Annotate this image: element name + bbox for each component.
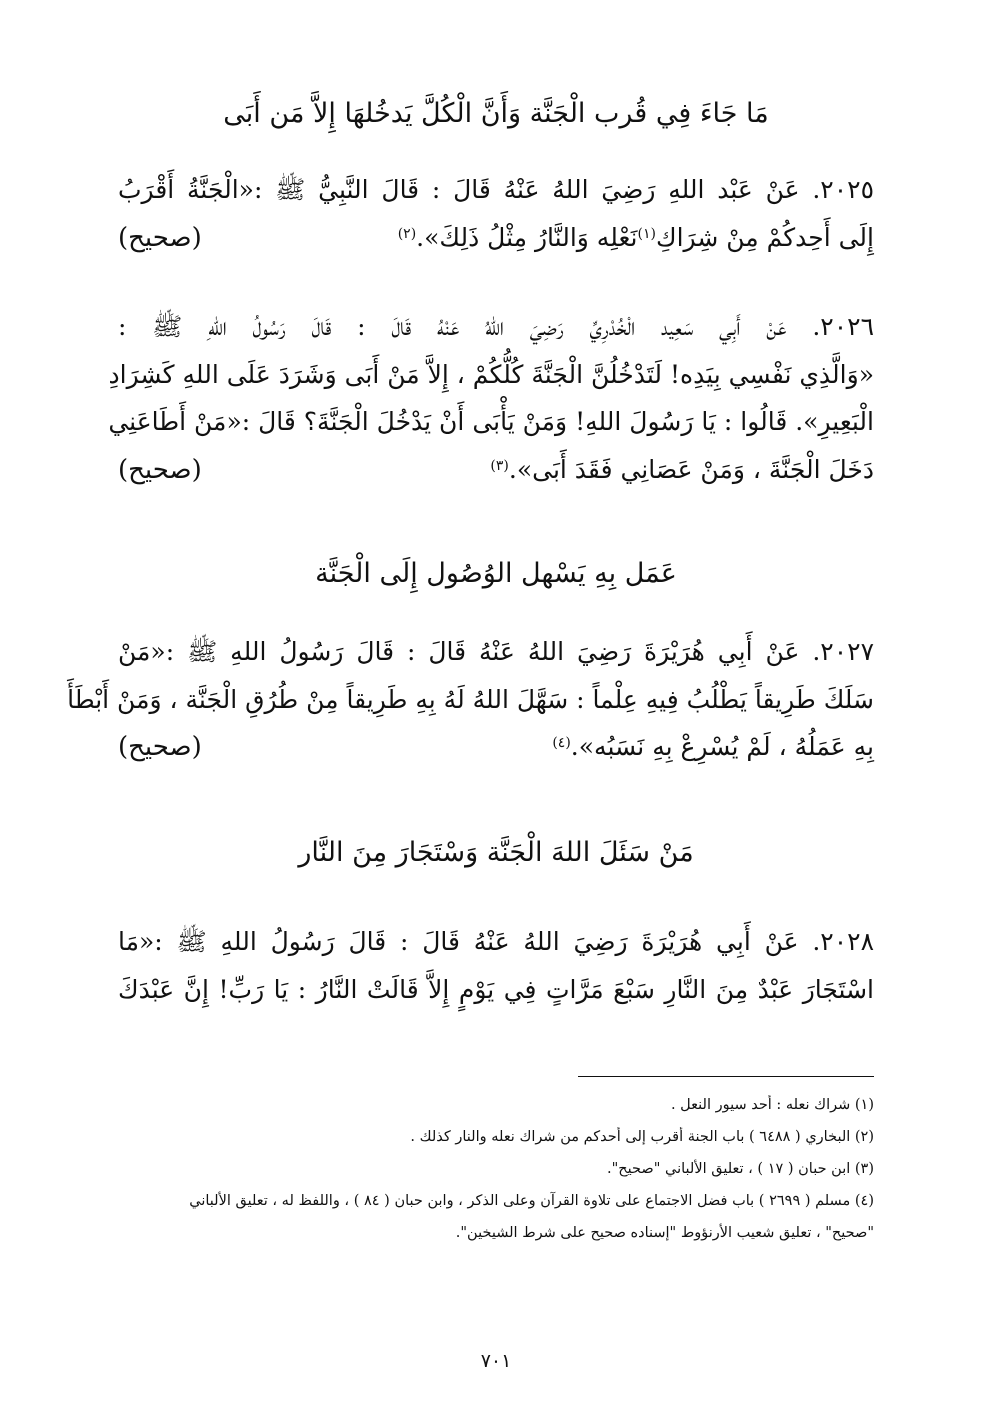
grade-label: (صحيح) [118,223,202,253]
footnote-1: (١) شراك نعله : أحد سيور النعل . [670,1097,874,1113]
footnote-ref: (٣) [490,458,509,474]
grade-label: (صحيح) [118,455,202,485]
footnote-4-continued: "صحيح" ، تعليق شعيب الأرنؤوط "إسناده صحيح على شرط الشيخين". [455,1225,874,1241]
hadith-2025-line-1: ٢٠٢٥. عَنْ عَبْد اللهِ رَضِيَ اللهُ عَنْهُ قَالَ : قَالَ النَّبِيُّ ﷺ :«الْجَنَّةُ أَقْرَبُ [118,175,874,204]
hadith-2027-line-1: ٢٠٢٧. عَنْ أَبِي هُرَيْرَةَ رَضِيَ اللهُ عَنْهُ قَالَ : قَالَ رَسُولُ اللهِ ﷺ :«مَنْ [118,637,874,666]
footnote-2: (٢) البخاري ( ٦٤٨٨ ) باب الجنة أقرب إلى أحدكم من شراك نعله والنار كذلك . [410,1129,874,1145]
grade-label: (صحيح) [118,732,202,762]
footnote-ref: (٢) [397,226,417,242]
footnote-4: (٤) مسلم ( ٢٦٩٩ ) باب فضل الاجتماع على تلاوة القرآن وعلى الذكر ، وابن حبان ( ٨٤ ) ، واللفظ له ، تعليق الألباني [189,1193,874,1209]
section-heading: عَمَل بِهِ يَسْهل الوُصُول إِلَى الْجَنَّة [315,558,677,589]
hadith-2025-line-2 [118,216,874,260]
hadith-2027-line-3 [118,725,874,769]
footnote-separator [578,1076,874,1077]
hadith-2026-line-2: «وَالَّذِي نَفْسِي بِيَدِه! لَتَدْخُلُنَّ الْجَنَّةَ كُلُّكُمْ ، إِلاَّ مَنْ أَبَى وَشَرَدَ عَلَى اللهِ كَشِرَادِ [108,360,874,389]
page-number: ٧٠١ [480,1350,512,1372]
hadith-text: دَخَلَ الْجَنَّةَ ، وَمَنْ عَصَانِي فَقَدَ أَبَى». [508,455,874,484]
hadith-text: نَعْلِه وَالنَّارُ مِثْلُ ذَلِكَ». [416,223,638,252]
hadith-2026-line-1: ٢٠٢٦. عَنْ أَبِي سَعِيد الْخُدْرِيِّ رَضِيَ اللهُ عَنْهُ قَالَ : قَالَ رَسُولُ اللهِ ﷺ : [118,312,874,341]
footnote-3: (٣) ابن حبان ( ١٧ ) ، تعليق الألباني "صحيح". [607,1161,874,1177]
hadith-text: إِلَى أَحِدكُمْ مِنْ شِرَاكِ [655,223,874,252]
footnote-ref: (١) [637,226,656,242]
section-heading: مَا جَاءَ فِي قُرب الْجَنَّة وَأَنَّ الْكُلَّ يَدخُلهَا إِلاَّ مَن أَبَى [223,98,769,129]
footnote-ref: (٤) [552,735,571,751]
hadith-2028-line-1: ٢٠٢٨. عَنْ أَبِي هُرَيْرَةَ رَضِيَ اللهُ عَنْهُ قَالَ : قَالَ رَسُولُ اللهِ ﷺ :«مَا [118,927,874,956]
hadith-2026-line-4 [118,448,874,492]
hadith-2028-line-2: اسْتَجَارَ عَبْدٌ مِنَ النَّارِ سَبْعَ مَرَّاتٍ فِي يَوْمٍ إِلاَّ قَالَتْ النَّارُ : يَا رَبِّ! إِنَّ عَبْدَكَ [118,975,874,1004]
hadith-2026-line-3: الْبَعِيرِ». قَالُوا : يَا رَسُولَ اللهِ! وَمَنْ يَأْبَى أَنْ يَدْخُلَ الْجَنَّةَ؟ قَالَ :«مَنْ أَطَاعَنِي [108,407,874,436]
hadith-text: بِهِ عَمَلُهُ ، لَمْ يُسْرِعْ بِهِ نَسَبُه». [570,732,874,761]
hadith-2027-line-2: سَلَكَ طَرِيقاً يَطْلُبُ فِيهِ عِلْماً : سَهَّلَ اللهُ لَهُ بِهِ طَرِيقاً مِنْ طُرُقِ الْجَنَّة ، وَمَنْ أَبْطَأَ [67,685,874,714]
section-heading: مَنْ سَئَلَ اللهَ الْجَنَّة وَسْتَجَارَ مِنَ النَّار [298,837,694,868]
